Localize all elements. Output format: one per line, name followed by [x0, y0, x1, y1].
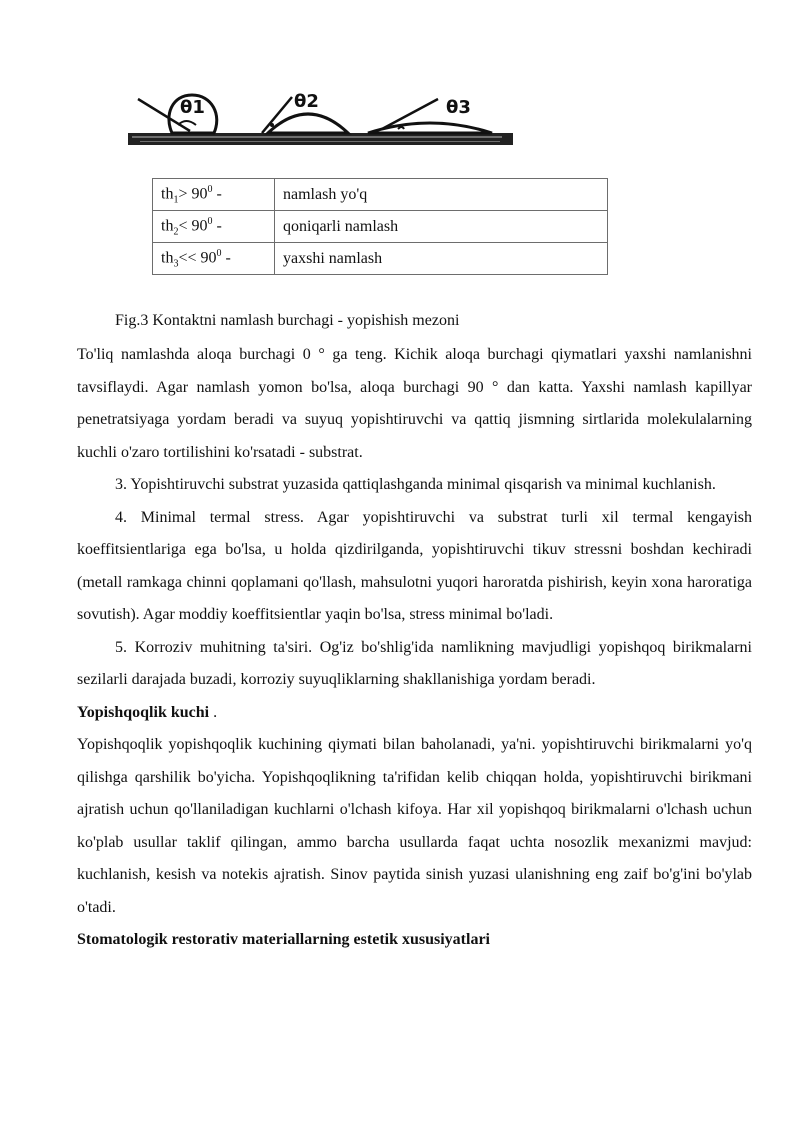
table-row: [153, 179, 608, 211]
paragraph-item-5: 5. Korroziv muhitning ta'siri. Og'iz bo'shlig'ida namlikning mavjudligi yopishqoq birikmalarni sezilarli darajada buzadi, korroziy suyuqliklarning shakllanishiga yordam beradi.: [77, 638, 752, 688]
paragraph-wetting: To'liq namlashda aloqa burchagi 0 ° ga teng. Kichik aloqa burchagi qiymatlari yaxshi namlanishni tavsiflaydi. Agar namlash yomon bo'lsa, aloqa burchagi 90 ° dan katta. Yaxshi namlash kapillyar penetratsiyaga yordam beradi va suyuq yopishtiruvchi va qattiq jismning sirtlarida molekulalarning kuchli o'zaro tortilishini ko'rsatadi - substrat.: [77, 346, 752, 461]
theta-3-label: θ3: [446, 97, 471, 118]
body-text: [77, 339, 752, 957]
contact-angle-figure: [120, 85, 515, 163]
theta-1-label: θ1: [180, 97, 205, 118]
paragraph-adhesion: Yopishqoqlik yopishqoqlik kuchining qiymati bilan baholanadi, ya'ni. yopishtiruvchi birikmalarni yo'q qilishga qarshilik bo'yicha. Yopishqoqlikning ta'rifidan kelib chiqqan holda, yopishtiruvchi birikmani ajratish uchun qo'llaniladigan kuchlarni o'lchash kifoya. Har xil yopishqoq birikmalarni o'lchash uchun ko'plab usullar taklif qilingan, ammo barcha usullarda faqat uchta nosozlik mexanizmi mavjud: kuchlanish, kesish va notekis ajratish. Sinov paytida sinish yuzasi ulanishning eng zaif bo'g'ini bo'ylab o'tadi.: [77, 736, 752, 916]
angle-cell: $th_2< 90^0$ -: [153, 211, 275, 243]
paragraph-item-3: 3. Yopishtiruvchi substrat yuzasida qattiqlashganda minimal qisqarish va minimal kuchlanish.: [115, 476, 716, 493]
angle-dot-2: [270, 123, 274, 127]
wetting-table: [152, 178, 608, 275]
section-heading-aesthetic: Stomatologik restorativ materiallarning estetik xususiyatlari: [77, 931, 490, 948]
description-cell: yaxshi namlash: [275, 243, 608, 275]
angle-cell: $th_3<< 90^0$ -: [153, 243, 275, 275]
drop-2: [268, 114, 348, 133]
substrate-surface: [128, 133, 513, 145]
description-cell: namlash yo'q: [275, 179, 608, 211]
table-row: [153, 243, 608, 275]
section-heading-adhesion-strength: Yopishqoqlik kuchi .: [77, 703, 218, 721]
angle-cell: $th_1> 90^0$ -: [153, 179, 275, 211]
theta-2-label: θ2: [294, 91, 319, 112]
drop-3: [368, 123, 492, 133]
table-row: [153, 211, 608, 243]
description-cell: qoniqarli namlash: [275, 211, 608, 243]
figure-caption: Fig.3 Kontaktni namlash burchagi - yopishish mezoni: [115, 312, 460, 329]
paragraph-item-4: 4. Minimal termal stress. Agar yopishtiruvchi va substrat turli xil termal kengayish koeffitsientlariga ega bo'lsa, u holda qizdirilganda, yopishtiruvchi tikuv stressni boshdan kechiradi (metall ramkaga chinni qoplamani qo'llash, mahsulotni yuqori haroratda pishirish, keyin xona haroratiga sovutish). Agar moddiy koeffitsientlar yaqin bo'lsa, stress minimal bo'ladi.: [77, 508, 752, 623]
